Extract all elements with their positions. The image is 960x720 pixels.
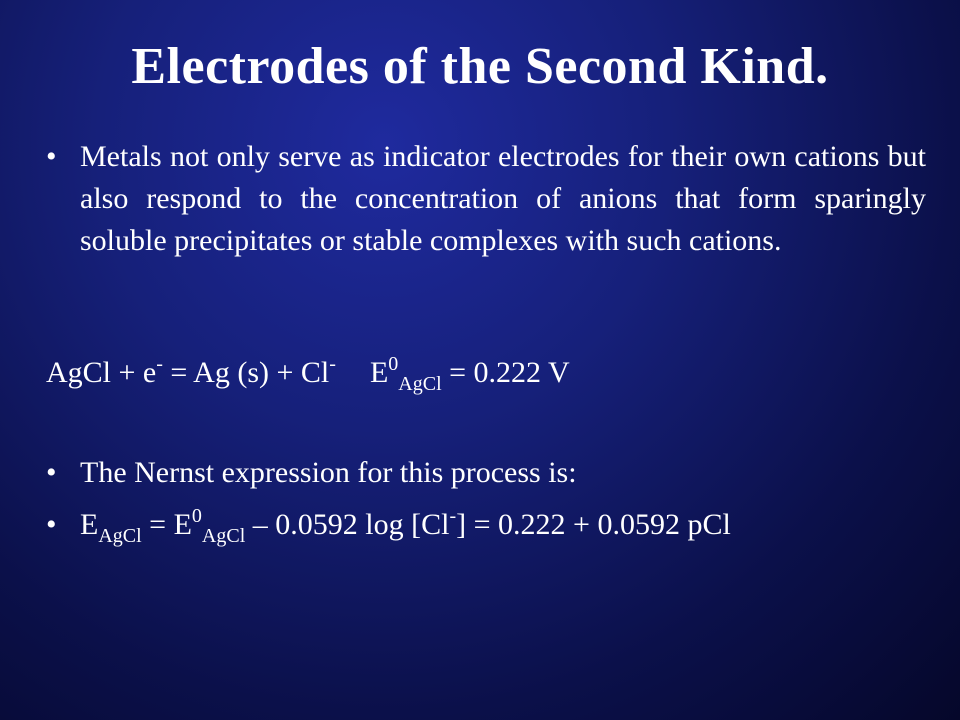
slide-title: Electrodes of the Second Kind. (131, 38, 829, 95)
bullet-item-nernst-intro (46, 452, 926, 494)
bullet-text: The Nernst expression for this process is: (80, 456, 577, 489)
reaction-part: = Ag (s) + Cl (162, 356, 330, 389)
bullet-dot-icon: • (46, 508, 57, 541)
bullet-dot-icon: • (46, 456, 57, 489)
reaction-equation (46, 352, 570, 394)
equation-part: = E (141, 508, 192, 541)
standard-superscript: 0 (191, 505, 202, 527)
bullet-text: Metals not only serve as indicator electrodes for their own cations but also respond to the concentration of anions that form sparingly soluble precipitates or stable complexes with such cations. (80, 140, 926, 257)
equation-part: ] = 0.222 + 0.0592 pCl (456, 508, 731, 541)
standard-subscript: AgCl (201, 525, 246, 547)
equation-part: – 0.0592 log [Cl (245, 508, 450, 541)
chloride-charge: - (449, 505, 457, 527)
potential-subscript: AgCl (98, 525, 142, 547)
standard-superscript: 0 (388, 353, 399, 375)
standard-potential-value: = 0.222 V (441, 356, 570, 389)
standard-potential-symbol: E (369, 356, 389, 389)
potential-symbol: E (80, 508, 99, 541)
standard-subscript: AgCl (398, 373, 442, 395)
electron-charge: - (156, 353, 163, 375)
bullet-item-nernst-equation (46, 504, 926, 546)
bullet-item-metals (46, 136, 926, 262)
reaction-part: AgCl + e (46, 356, 157, 389)
chloride-charge: - (329, 353, 336, 375)
bullet-dot-icon: • (46, 140, 57, 173)
nernst-equation (80, 504, 731, 546)
